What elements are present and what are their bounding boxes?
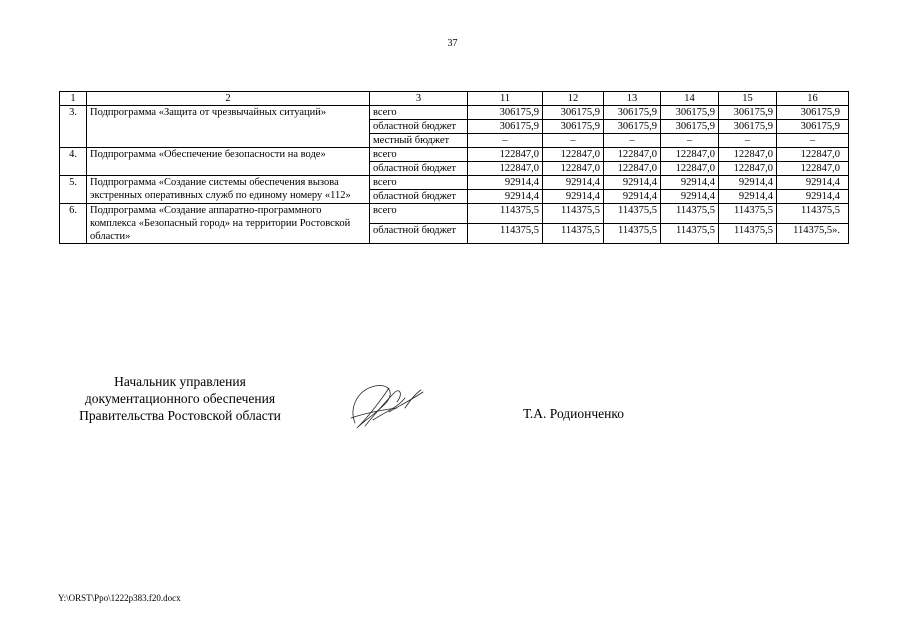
funding-source: всего — [370, 148, 468, 162]
table-row — [60, 148, 849, 162]
value-cell: 122847,0 — [719, 162, 777, 176]
value-cell: 122847,0 — [468, 148, 543, 162]
value-cell: 306175,9 — [661, 106, 719, 120]
value-cell: 92914,4 — [661, 190, 719, 204]
header-cell: 14 — [661, 92, 719, 106]
funding-source: областной бюджет — [370, 120, 468, 134]
value-cell: 114375,5 — [543, 224, 604, 244]
program-number: 4. — [60, 148, 87, 176]
header-cell: 2 — [87, 92, 370, 106]
value-cell: 114375,5 — [604, 204, 661, 224]
file-path: Y:\ORST\Ppo\1222p383.f20.docx — [58, 593, 181, 603]
funding-source: всего — [370, 106, 468, 120]
value-cell: 114375,5 — [543, 204, 604, 224]
program-number: 3. — [60, 106, 87, 148]
header-cell: 13 — [604, 92, 661, 106]
value-cell: 306175,9 — [777, 120, 849, 134]
value-cell: 122847,0 — [543, 162, 604, 176]
value-cell: 306175,9 — [543, 106, 604, 120]
value-cell: 114375,5 — [777, 204, 849, 224]
value-cell: 306175,9 — [719, 120, 777, 134]
value-cell: 306175,9 — [604, 120, 661, 134]
value-cell: 122847,0 — [604, 162, 661, 176]
value-cell: – — [661, 134, 719, 148]
funding-source: всего — [370, 176, 468, 190]
value-cell: – — [719, 134, 777, 148]
program-number: 6. — [60, 204, 87, 244]
value-cell: 114375,5 — [468, 204, 543, 224]
program-name: Подпрограмма «Создание системы обеспечения вызова экстренных оперативных служб по единому номеру «112» — [87, 176, 370, 204]
handwritten-signature — [345, 378, 435, 433]
position-line: Правительства Ростовской области — [79, 408, 281, 423]
value-cell: 114375,5 — [661, 204, 719, 224]
table-header-row — [60, 92, 849, 106]
header-cell: 11 — [468, 92, 543, 106]
value-cell: 92914,4 — [543, 190, 604, 204]
value-cell: 92914,4 — [661, 176, 719, 190]
funding-source: областной бюджет — [370, 190, 468, 204]
page-number: 37 — [447, 38, 458, 49]
funding-source: областной бюджет — [370, 224, 468, 244]
table-row — [60, 106, 849, 120]
header-cell: 15 — [719, 92, 777, 106]
program-name: Подпрограмма «Создание аппаратно-программного комплекса «Безопасный город» на территории Ростовской области» — [87, 204, 370, 244]
value-cell: – — [604, 134, 661, 148]
value-cell: 122847,0 — [661, 148, 719, 162]
program-name: Подпрограмма «Обеспечение безопасности на воде» — [87, 148, 370, 176]
value-cell: 122847,0 — [777, 148, 849, 162]
value-cell: – — [777, 134, 849, 148]
value-cell: 92914,4 — [604, 176, 661, 190]
funding-source: областной бюджет — [370, 162, 468, 176]
value-cell: 114375,5 — [661, 224, 719, 244]
header-cell: 16 — [777, 92, 849, 106]
value-cell: 122847,0 — [719, 148, 777, 162]
value-cell: 114375,5 — [719, 204, 777, 224]
position-line: Начальник управления — [114, 374, 246, 389]
value-cell: 92914,4 — [777, 190, 849, 204]
header-cell: 12 — [543, 92, 604, 106]
value-cell: 122847,0 — [661, 162, 719, 176]
value-cell: 306175,9 — [468, 106, 543, 120]
position-line: документационного обеспечения — [84, 391, 276, 406]
value-cell: 92914,4 — [719, 190, 777, 204]
value-cell: 92914,4 — [604, 190, 661, 204]
signatory-position — [60, 373, 300, 424]
value-cell: 92914,4 — [468, 176, 543, 190]
table-row — [60, 204, 849, 224]
program-number: 5. — [60, 176, 87, 204]
header-cell: 3 — [370, 92, 468, 106]
table-row — [60, 176, 849, 190]
value-cell: 92914,4 — [777, 176, 849, 190]
value-cell: 114375,5 — [604, 224, 661, 244]
value-cell: 306175,9 — [719, 106, 777, 120]
value-cell: 122847,0 — [604, 148, 661, 162]
value-cell: 306175,9 — [604, 106, 661, 120]
value-cell: 306175,9 — [777, 106, 849, 120]
value-cell: 92914,4 — [468, 190, 543, 204]
value-cell: 122847,0 — [777, 162, 849, 176]
value-cell: 114375,5». — [777, 224, 849, 244]
funding-source: всего — [370, 204, 468, 224]
value-cell: 114375,5 — [719, 224, 777, 244]
funding-source: местный бюджет — [370, 134, 468, 148]
value-cell: – — [543, 134, 604, 148]
budget-table — [59, 91, 849, 244]
value-cell: 92914,4 — [719, 176, 777, 190]
header-cell: 1 — [60, 92, 87, 106]
value-cell: 306175,9 — [468, 120, 543, 134]
signer-name: Т.А. Родионченко — [523, 406, 624, 421]
program-name: Подпрограмма «Защита от чрезвычайных ситуаций» — [87, 106, 370, 148]
value-cell: 122847,0 — [468, 162, 543, 176]
value-cell: 122847,0 — [543, 148, 604, 162]
value-cell: 306175,9 — [543, 120, 604, 134]
value-cell: 114375,5 — [468, 224, 543, 244]
value-cell: 306175,9 — [661, 120, 719, 134]
value-cell: – — [468, 134, 543, 148]
value-cell: 92914,4 — [543, 176, 604, 190]
